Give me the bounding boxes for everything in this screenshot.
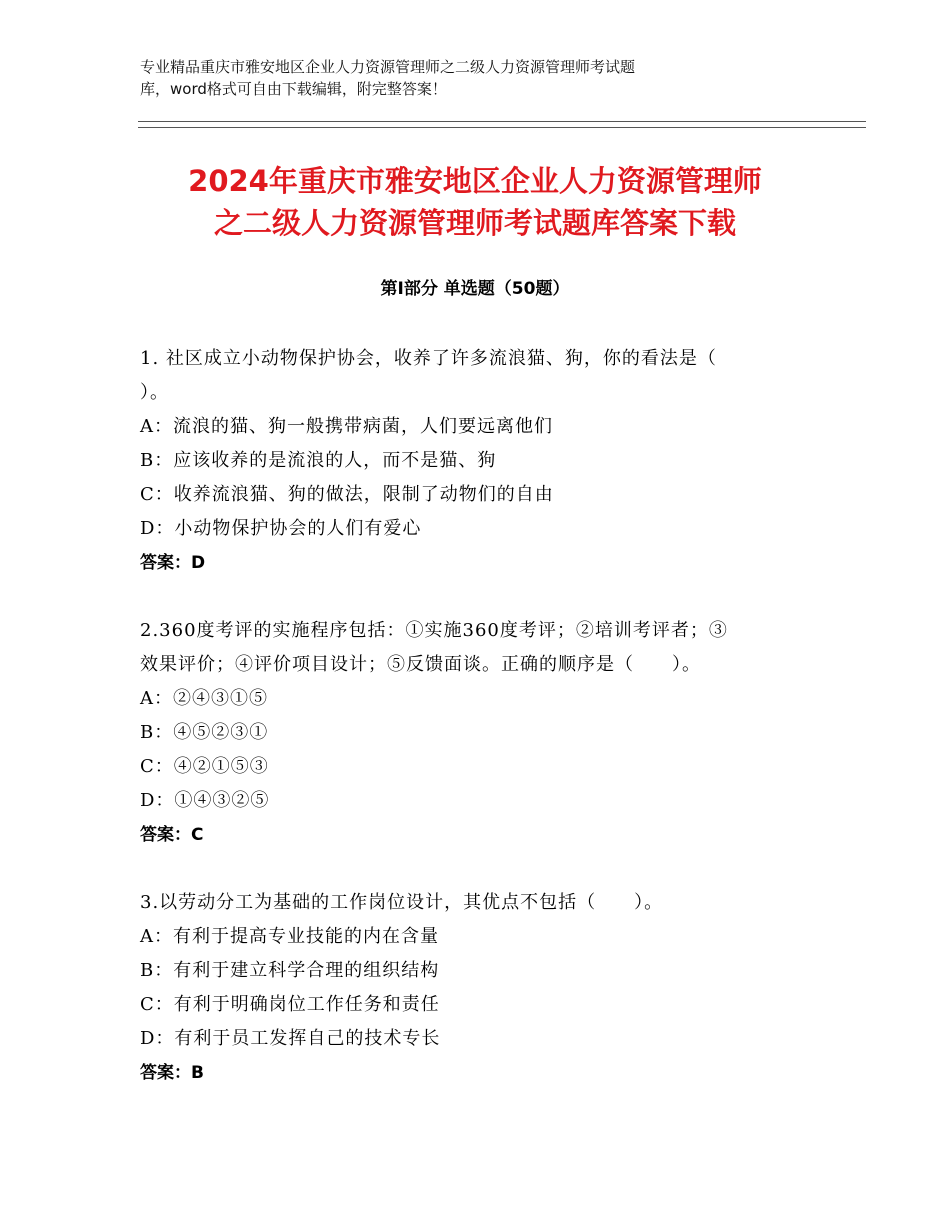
header-note xyxy=(140,56,780,100)
option-c: C：有利于明确岗位工作任务和责任 xyxy=(140,994,440,1015)
option-b: B：应该收养的是流浪的人，而不是猫、狗 xyxy=(140,450,497,471)
option-a: A：②④③①⑤ xyxy=(140,688,268,709)
option-c: C：收养流浪猫、狗的做法，限制了动物们的自由 xyxy=(140,484,554,505)
answer: 答案：C xyxy=(140,825,204,845)
option-a: A：流浪的猫、狗一般携带病菌，人们要远离他们 xyxy=(140,416,553,437)
option-a: A：有利于提高专业技能的内在含量 xyxy=(140,926,439,947)
header-note-line1: 专业精品重庆市雅安地区企业人力资源管理师之二级人力资源管理师考试题 xyxy=(140,58,636,76)
option-b: B：④⑤②③① xyxy=(140,722,269,743)
question-stem xyxy=(140,614,820,682)
header-note-line2: 库，word格式可自由下载编辑，附完整答案！ xyxy=(140,80,447,98)
question-1 xyxy=(140,342,820,580)
option-c: C：④②①⑤③ xyxy=(140,756,269,777)
question-stem xyxy=(140,886,820,920)
option-d: D：小动物保护协会的人们有爱心 xyxy=(140,518,422,539)
option-d: D：①④③②⑤ xyxy=(140,790,270,811)
question-2 xyxy=(140,614,820,852)
question-3 xyxy=(140,886,820,1090)
header-divider xyxy=(138,121,866,128)
question-stem-line2: 效果评价；④评价项目设计；⑤反馈面谈。正确的顺序是（ ）。 xyxy=(140,654,701,675)
option-b: B：有利于建立科学合理的组织结构 xyxy=(140,960,440,981)
question-stem-line1: 2.360度考评的实施程序包括：①实施360度考评；②培训考评者；③ xyxy=(140,620,728,641)
document-title-line1: 2024年重庆市雅安地区企业人力资源管理师 xyxy=(188,164,762,198)
answer: 答案：D xyxy=(140,553,206,573)
question-stem-line2: ）。 xyxy=(140,382,169,403)
question-stem-line1: 1. 社区成立小动物保护协会，收养了许多流浪猫、狗，你的看法是（ xyxy=(140,348,717,369)
question-stem-line1: 3.以劳动分工为基础的工作岗位设计，其优点不包括（ ）。 xyxy=(140,892,664,913)
document-title-line2: 之二级人力资源管理师考试题库答案下载 xyxy=(213,206,736,240)
section-heading: 第Ⅰ部分 单选题（50题） xyxy=(380,279,570,299)
answer: 答案：B xyxy=(140,1063,204,1083)
question-stem xyxy=(140,342,820,410)
document-title xyxy=(100,160,850,244)
option-d: D：有利于员工发挥自己的技术专长 xyxy=(140,1028,441,1049)
